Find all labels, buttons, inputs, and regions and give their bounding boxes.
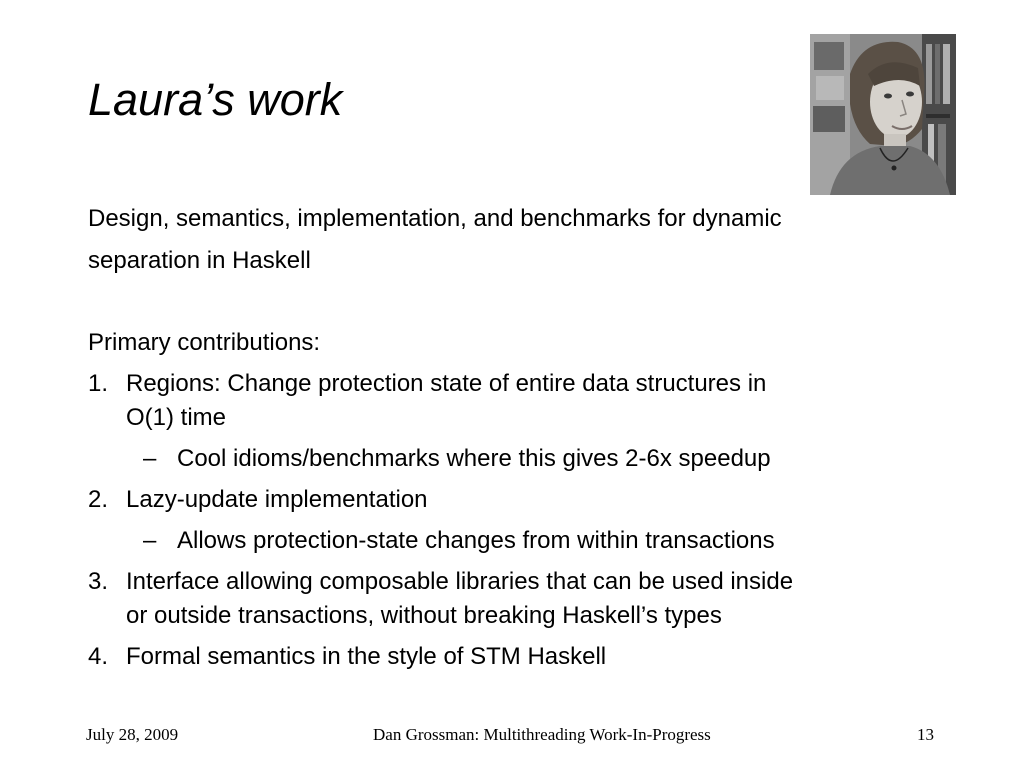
portrait-photo-graphic	[810, 34, 956, 195]
list-item-text: or outside transactions, without breaking Haskell’s types	[126, 602, 722, 629]
list-item-number: 2.	[88, 486, 109, 513]
sub-list-item-text: Allows protection-state changes from within transactions	[177, 527, 775, 554]
page-number: 13	[917, 725, 934, 744]
intro-line-1: Design, semantics, implementation, and benchmarks for dynamic	[88, 205, 782, 232]
intro-line-2: separation in Haskell	[88, 247, 311, 274]
footer-title: Dan Grossman: Multithreading Work-In-Progress	[373, 725, 711, 744]
list-item-text: Formal semantics in the style of STM Haskell	[126, 643, 607, 670]
list-item-text: O(1) time	[126, 404, 227, 431]
contributions-heading: Primary contributions:	[88, 329, 321, 356]
slide-title: Laura’s work	[88, 74, 343, 125]
list-item-text: Regions: Change protection state of entire data structures in	[126, 370, 767, 397]
list-item-text: Interface allowing composable libraries that can be used inside	[126, 568, 794, 595]
sub-bullet-dash: –	[143, 445, 157, 472]
portrait-photo	[810, 34, 956, 195]
sub-bullet-dash: –	[143, 527, 157, 554]
list-item-number: 4.	[88, 643, 109, 670]
sub-list-item-text: Cool idioms/benchmarks where this gives 2-6x speedup	[177, 445, 771, 472]
list-item-text: Lazy-update implementation	[126, 486, 428, 513]
list-item-number: 1.	[88, 370, 109, 397]
list-item-number: 3.	[88, 568, 109, 595]
footer-date: July 28, 2009	[86, 725, 179, 744]
